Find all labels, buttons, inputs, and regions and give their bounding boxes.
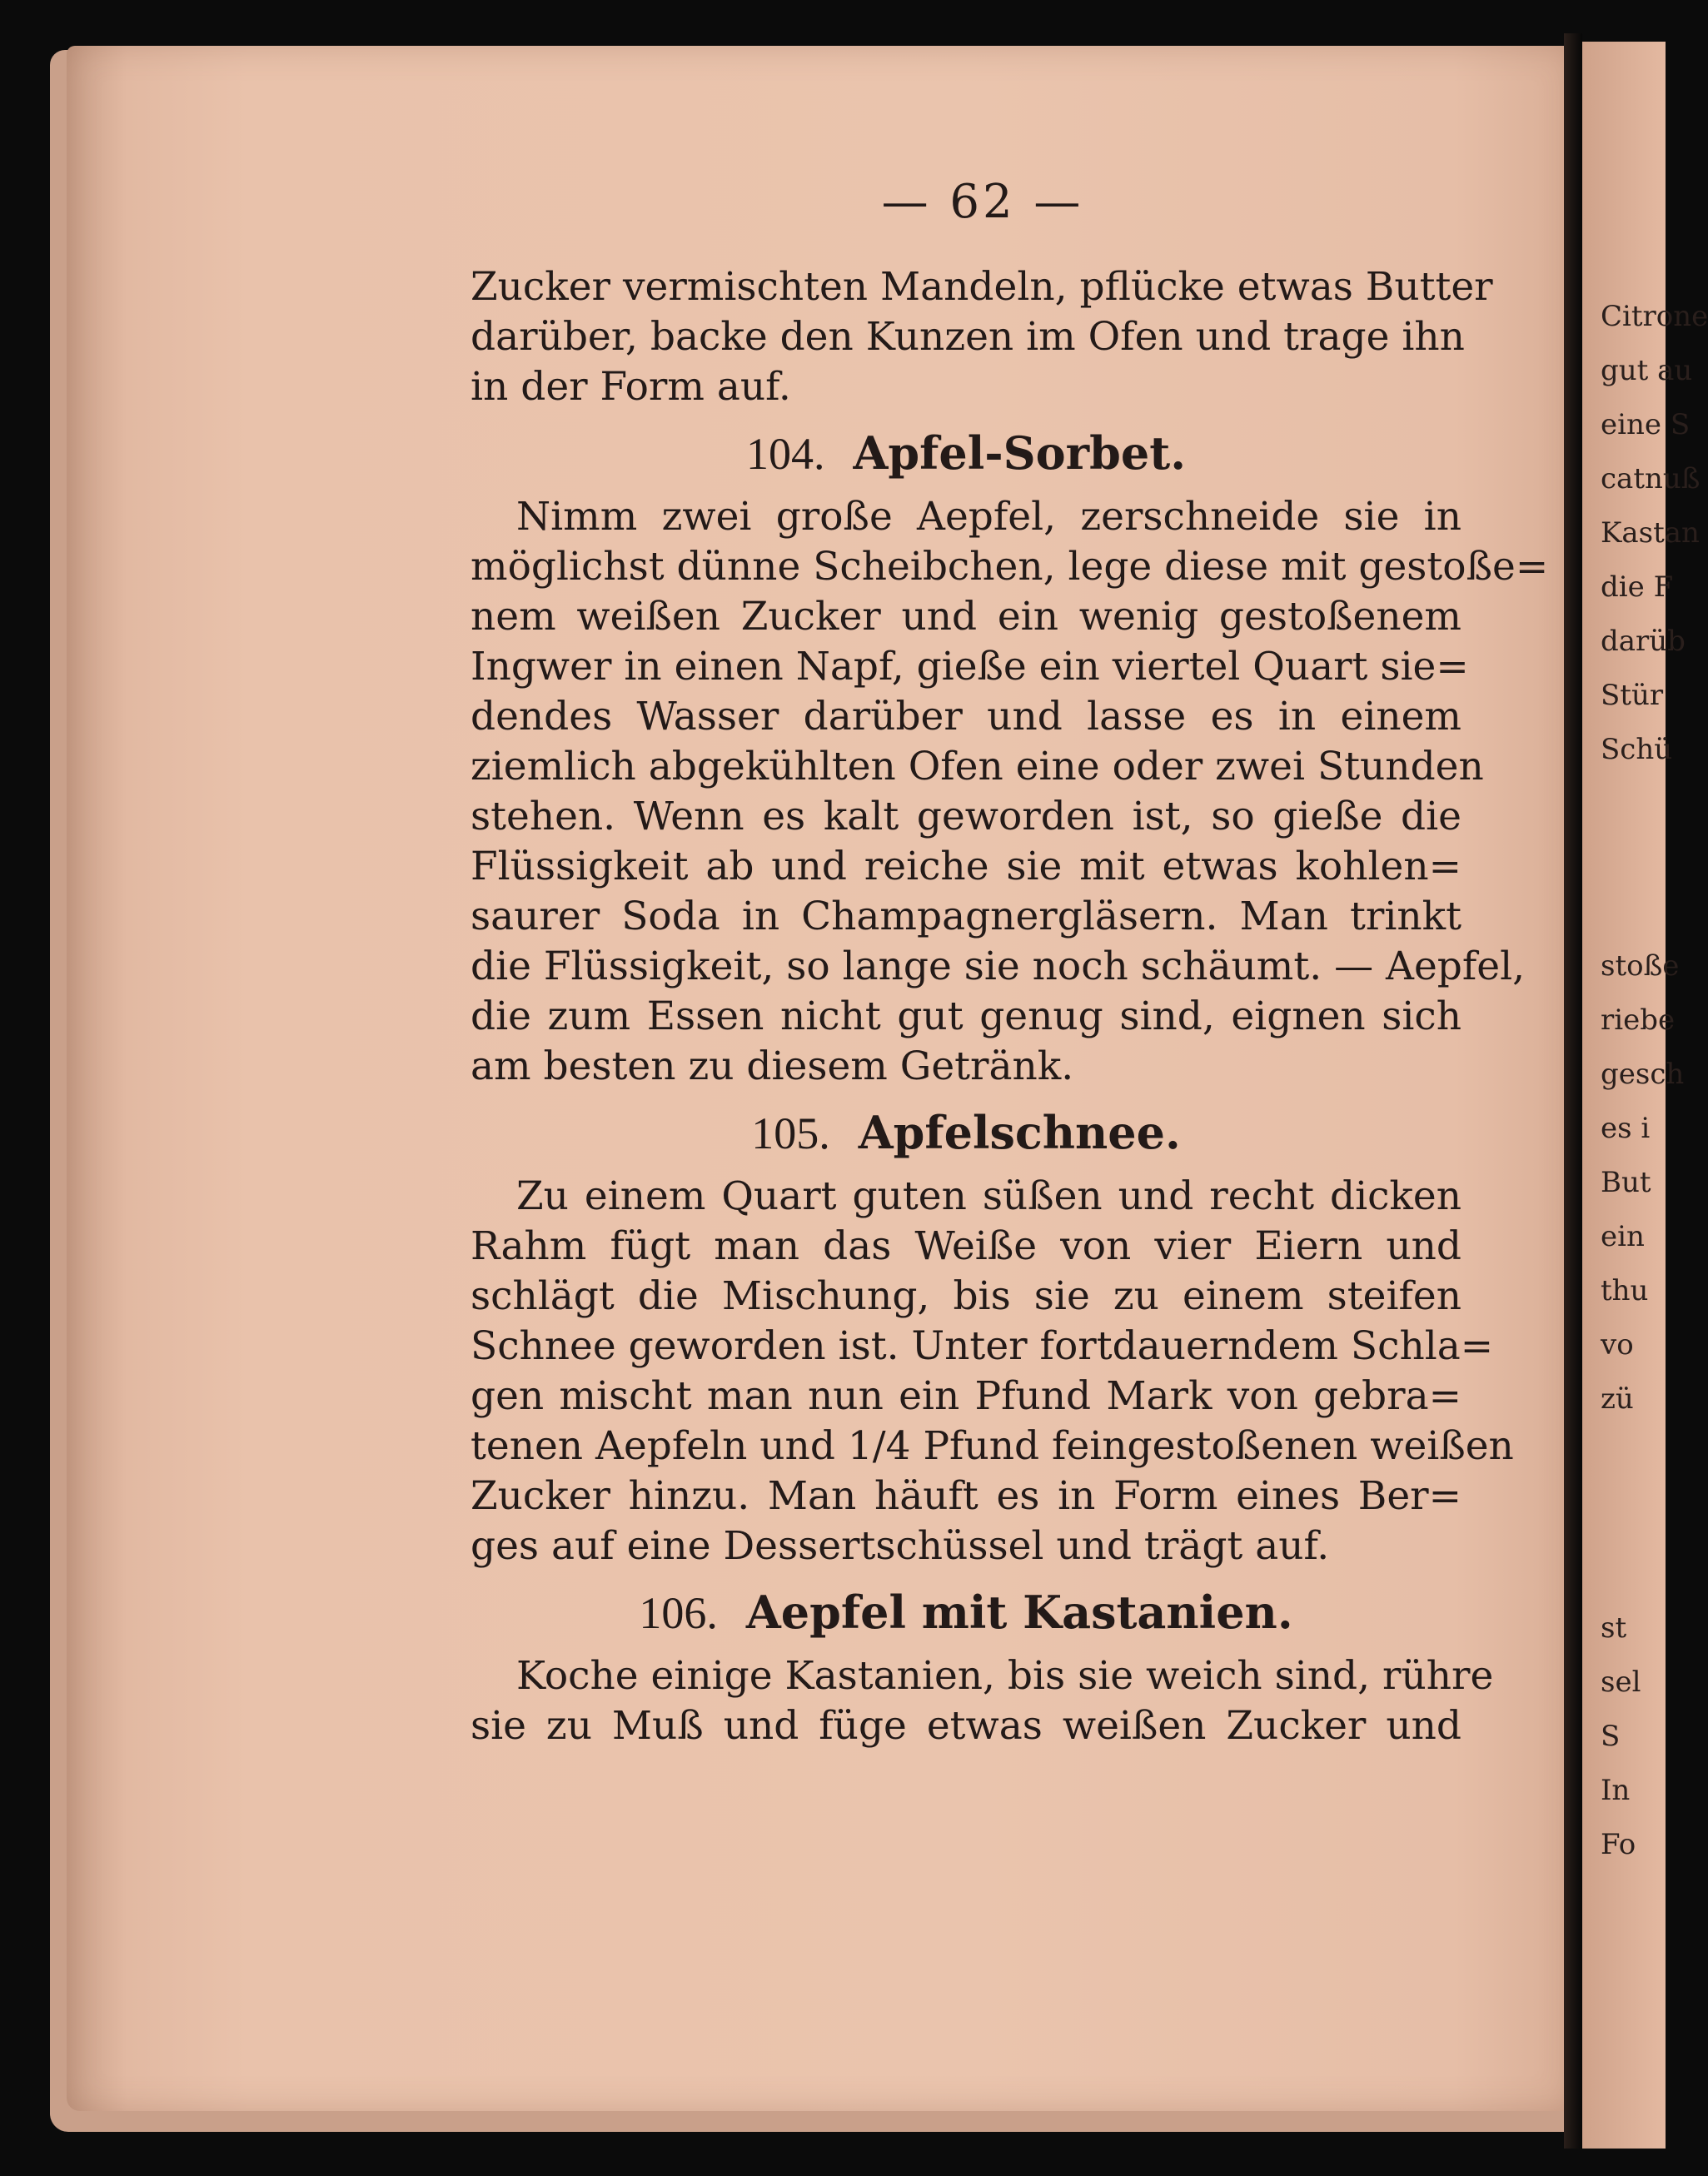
text-line: Zucker vermischten Mandeln, pflücke etwas Butter (471, 264, 1493, 310)
next-page-edge (1582, 42, 1708, 2149)
text-line: Zucker hinzu. Man häuft es in Form eines Ber= (471, 1473, 1462, 1519)
text-line: Ingwer in einen Napf, gieße ein viertel Quart sie= (471, 644, 1469, 690)
next-page-fragment: darüb (1601, 625, 1686, 658)
next-page-fragment: riebe (1601, 1003, 1676, 1037)
recipe-heading-106 (471, 1580, 1462, 1651)
text-line: Nimm zwei große Aepfel, zerschneide sie in (516, 494, 1462, 540)
recipe-body-105 (471, 1172, 1514, 1571)
next-page-fragment: die F (1601, 570, 1674, 604)
continued-paragraph (471, 262, 1493, 412)
text-line: gen mischt man nun ein Pfund Mark von gebra= (471, 1373, 1462, 1419)
text-line: stehen. Wenn es kalt geworden ist, so gieße die (471, 794, 1462, 839)
next-page-fragment: sel (1601, 1666, 1641, 1699)
next-page-fragment: gesch (1601, 1058, 1685, 1091)
recipe-body-106 (471, 1651, 1494, 1751)
next-page-fragment: thu (1601, 1274, 1649, 1307)
next-page-fragment: st (1601, 1611, 1627, 1645)
recipe-number: 105. (751, 1108, 830, 1158)
text-line: nem weißen Zucker und ein wenig gestoßenem (471, 594, 1462, 640)
recipe-number: 106. (639, 1588, 718, 1638)
next-page-fragment: Kastan (1601, 516, 1700, 550)
text-line: Zu einem Quart guten süßen und recht dicken (516, 1173, 1462, 1219)
recipe-title: Aepfel mit Kastanien. (745, 1586, 1293, 1639)
next-page-fragment: But (1601, 1166, 1651, 1199)
text-line: in der Form auf. (471, 364, 791, 410)
recipe-heading-105 (471, 1100, 1462, 1172)
text-line: sie zu Muß und füge etwas weißen Zucker und (471, 1703, 1462, 1749)
next-page-fragment: Stür (1601, 679, 1664, 712)
recipe-title: Apfel-Sorbet. (853, 426, 1186, 480)
next-page-fragment: stoße (1601, 949, 1680, 983)
next-page-fragment: eine S (1601, 408, 1691, 441)
text-line: saurer Soda in Champagnergläsern. Man trinkt (471, 894, 1462, 939)
text-line: die Flüssigkeit, so lange sie noch schäumt. — Aepfel, (471, 944, 1526, 989)
page-number: — 62 — (881, 175, 1084, 229)
text-line: Flüssigkeit ab und reiche sie mit etwas kohlen= (471, 844, 1462, 889)
next-page-fragment: S (1601, 1720, 1621, 1753)
text-line: Schnee geworden ist. Unter fortdauerndem Schla= (471, 1323, 1494, 1369)
text-line: darüber, backe den Kunzen im Ofen und trage ihn (471, 314, 1465, 360)
text-line: ziemlich abgekühlten Ofen eine oder zwei Stunden (471, 744, 1484, 789)
recipe-title: Apfelschnee. (858, 1106, 1181, 1159)
next-page-fragment: Citrone (1601, 300, 1708, 333)
text-line: Koche einige Kastanien, bis sie weich sind, rühre (516, 1653, 1494, 1699)
next-page-fragment: ein (1601, 1220, 1645, 1253)
text-line: möglichst dünne Scheibchen, lege diese mit gestoße= (471, 544, 1549, 590)
text-line: schlägt die Mischung, bis sie zu einem steifen (471, 1273, 1462, 1319)
next-page-fragment: zü (1601, 1382, 1634, 1416)
next-page-fragment: Schü (1601, 733, 1673, 766)
text-line: am besten zu diesem Getränk. (471, 1043, 1074, 1089)
text-line: tenen Aepfeln und 1/4 Pfund feingestoßenen weißen (471, 1423, 1514, 1469)
next-page-fragment: es i (1601, 1112, 1651, 1145)
text-line: die zum Essen nicht gut genug sind, eignen sich (471, 993, 1462, 1039)
recipe-body-104 (471, 492, 1549, 1092)
next-page-fragment: gut au (1601, 354, 1693, 387)
next-page-fragment: In (1601, 1774, 1631, 1807)
book-gutter (1564, 33, 1582, 2149)
recipe-number: 104. (746, 429, 825, 479)
recipe-heading-104 (471, 421, 1462, 492)
next-page-fragment: vo (1601, 1328, 1634, 1362)
text-line: Rahm fügt man das Weiße von vier Eiern und (471, 1223, 1462, 1269)
page-text (471, 175, 1549, 1751)
text-line: ges auf eine Dessertschüssel und trägt auf. (471, 1523, 1330, 1569)
next-page-fragment: Fo (1601, 1828, 1636, 1861)
next-page-fragment: catnuß (1601, 462, 1701, 495)
text-line: dendes Wasser darüber und lasse es in einem (471, 694, 1462, 739)
